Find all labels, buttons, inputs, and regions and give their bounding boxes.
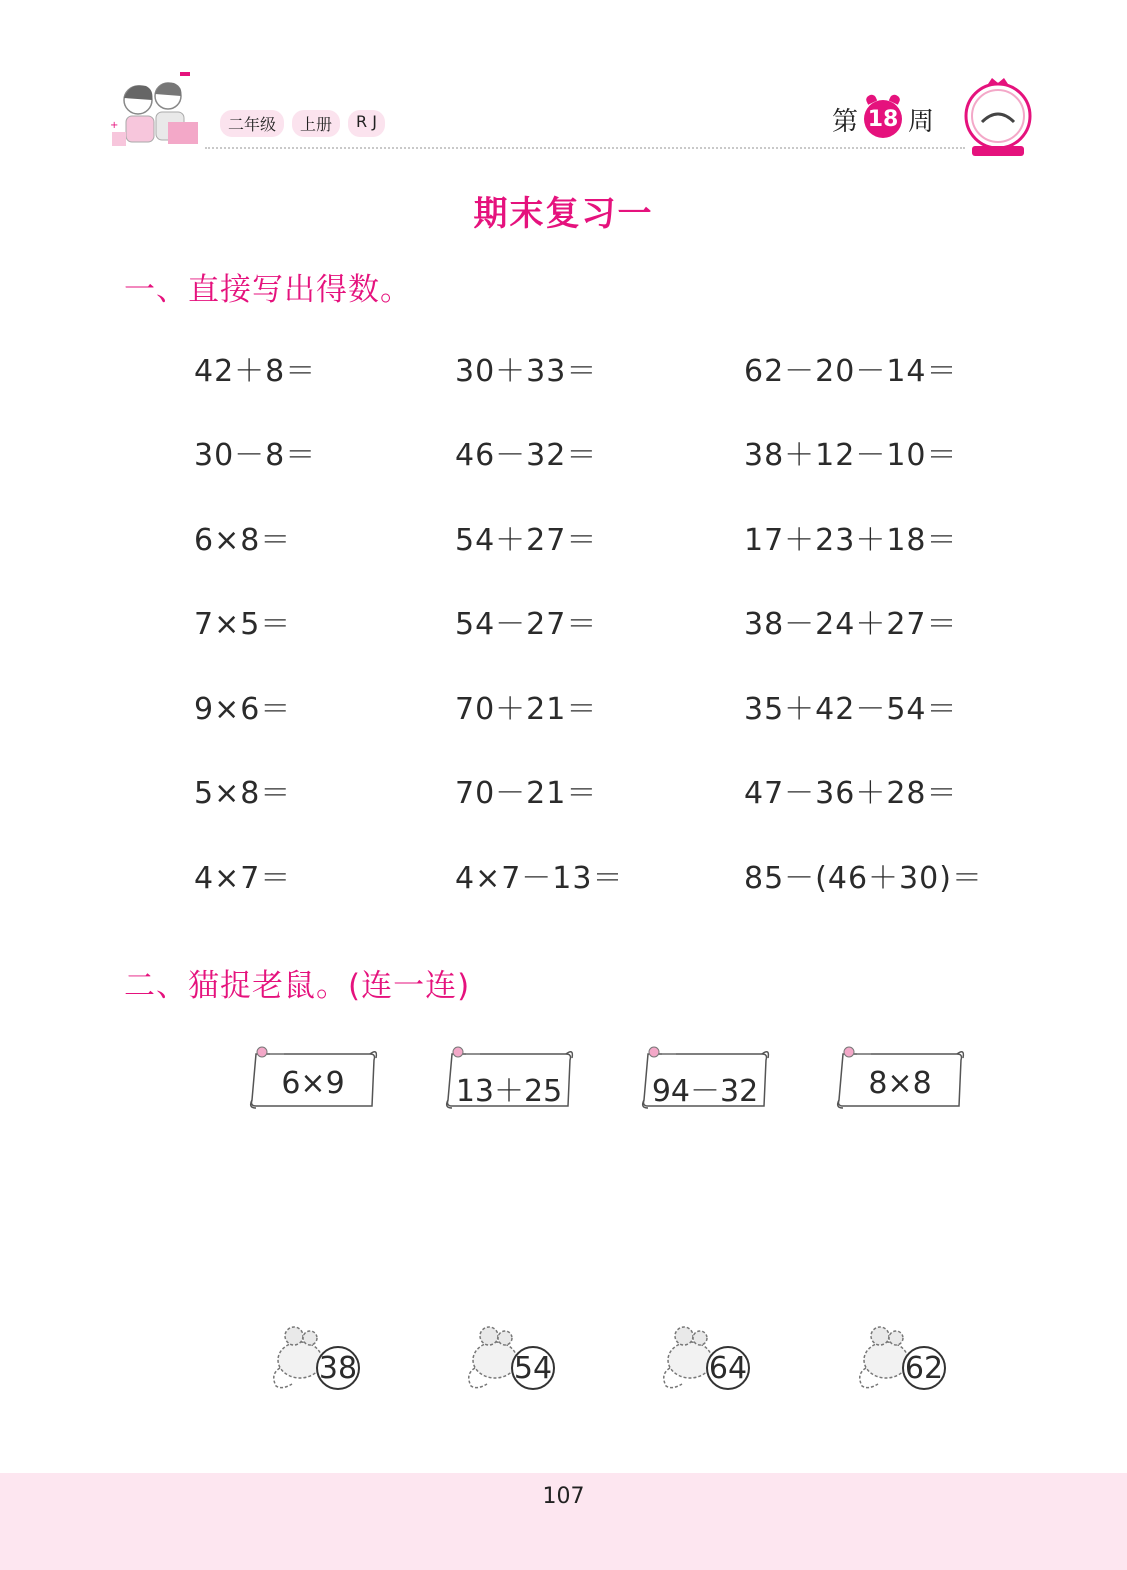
problem-2-2: 46－32＝ [455,438,598,473]
section-1-heading: 一、直接写出得数。 [124,272,412,308]
mouse-number: 54 [511,1346,555,1390]
expression-text: 94－32 [651,1074,759,1109]
expression-text: 8×8 [868,1066,932,1101]
problem-2-4: 54－27＝ [455,607,598,642]
page-number: 107 [542,1484,585,1509]
mouse-number: 62 [902,1346,946,1390]
problem-3-7: 85－(46＋30)＝ [744,861,983,896]
mouse-answer[interactable] [660,1324,760,1394]
problem-2-7: 4×7－13＝ [455,861,624,896]
mouse-answer[interactable] [856,1324,956,1394]
problem-3-2: 38＋12－10＝ [744,438,958,473]
week-prefix: 第 [832,106,859,137]
week-number-badge: 18 [864,100,902,138]
problem-3-4: 38－24＋27＝ [744,607,958,642]
problem-3-6: 47－36＋28＝ [744,776,958,811]
problem-3-5: 35＋42－54＝ [744,692,958,727]
svg-text:+: + [110,120,119,131]
page-title: 期末复习一 [473,194,654,234]
expression-text: 6×9 [281,1066,345,1101]
section-2-heading: 二、猫捉老鼠。(连一连) [124,968,471,1004]
volume-label: 上册 [292,110,340,137]
problem-1-7: 4×7＝ [194,861,292,896]
mouse-number: 64 [706,1346,750,1390]
header-divider [205,147,965,149]
brand-seal-icon [962,78,1034,160]
page-header [0,0,1127,170]
problem-2-5: 70＋21＝ [455,692,598,727]
expression-card[interactable] [444,1046,574,1112]
grade-label: 二年级 [220,110,284,137]
problem-2-1: 30＋33＝ [455,354,598,389]
expression-text: 13＋25 [455,1074,563,1109]
problem-3-3: 17＋23＋18＝ [744,523,958,558]
problem-1-4: 7×5＝ [194,607,292,642]
problem-3-1: 62－20－14＝ [744,354,958,389]
problem-1-1: 42＋8＝ [194,354,317,389]
problem-1-5: 9×6＝ [194,692,292,727]
problem-1-6: 5×8＝ [194,776,292,811]
problem-1-2: 30－8＝ [194,438,317,473]
problem-1-3: 6×8＝ [194,523,292,558]
problem-2-6: 70－21＝ [455,776,598,811]
problem-2-3: 54＋27＝ [455,523,598,558]
expression-card[interactable] [640,1046,770,1112]
expression-card[interactable] [835,1046,965,1112]
edition-label: R J [348,110,385,137]
week-suffix: 周 [908,106,935,137]
kids-illustration-icon [108,72,208,156]
mouse-answer[interactable] [270,1324,370,1394]
mouse-number: 38 [316,1346,360,1390]
week-indicator [832,100,934,138]
grade-info [220,110,385,137]
expression-card[interactable] [248,1046,378,1112]
mouse-answer[interactable] [465,1324,565,1394]
